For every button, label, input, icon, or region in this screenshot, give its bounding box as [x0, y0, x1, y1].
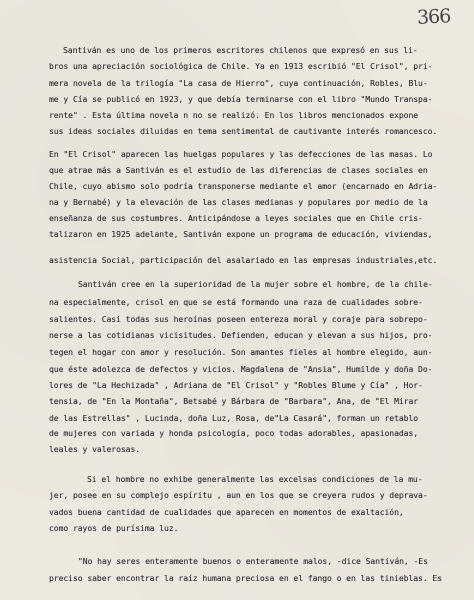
text-line: enseñanza de sus costumbres. Anticipándose a leyes sociales que en Chile cris- [49, 213, 423, 223]
text-line: jer, posee en su complejo espíritu , aun en los que se creyera rudos y deprava- [49, 490, 428, 500]
text-line: talizaron en 1925 adelante, Santiván expone un programa de educación, viviendas, [49, 229, 433, 239]
text-line: lores de "La Hechizada" , Adriana de "El Crisol" y "Robles Blume y Cía" , Hor- [49, 380, 423, 390]
text-line: na especialmente, crisol en que se está formando una raza de cualidades sobre- [49, 297, 423, 307]
text-line: leales y valerosas. [49, 444, 141, 454]
text-line: salientes. Casi todas sus heroínas poseen entereza moral y coraje para sobrepo- [49, 314, 428, 324]
text-line: "No hay seres enteramente buenos o enteramente malos, -dice Santiván, -Es [78, 556, 428, 566]
text-line: que atrae más a Santiván es el estudio de las diferencias de clases sociales en [49, 165, 428, 175]
text-line: Chile, cuyo abismo solo podría transponerse mediante el amor (encarnado en Adria- [49, 181, 438, 191]
text-line: como rayos de purísima luz. [49, 523, 179, 533]
text-line: que éste adolezca de defectos y vicios. Magdalena de "Ansia", Humilde y doña Do- [49, 364, 433, 374]
text-line: vados buena cantidad de cualidades que aparecen en momentos de exaltación, [49, 507, 404, 517]
page-number: 366 [416, 5, 451, 29]
text-line: sus ideas sociales diluidas en tema sentimental de cautivante interés romancesco. [49, 126, 438, 136]
text-line: na y Bernabé) y la elevación de las clases medianas y populares por medio de la [49, 197, 428, 207]
text-line: Santiván es uno de los primeros escritores chilenos que expresó en sus li- [63, 45, 418, 55]
text-line: de mujeres con variada y honda psicología, poco todas adorables, apasionadas, [49, 428, 419, 438]
text-line: tensia, de "En la Montaña", Betsabé y Bárbara de "Barbara", Ana, de "El Mirar [49, 396, 419, 406]
text-line: bros una apreciación sociológica de Chile. Ya en 1913 escribió "El Crisol", pri- [49, 61, 433, 71]
text-line: nerse a las cotidianas vicisitudes. Defienden, educan y elevan a sus hijos, pro- [49, 330, 433, 340]
text-line: mera novela de la trilogía "La casa de Hierro", cuya continuación, Robles, Blu- [49, 78, 428, 88]
text-line: de las Estrellas" , Lucinda, doña Luz, Rosa, de"La Casará", forman un retablo [49, 413, 419, 423]
text-line: asistencia Social, participación del asalariado en las empresas industriales,etc. [49, 255, 438, 265]
text-line: preciso saber encontrar la raíz humana preciosa en el fango o en las tinieblas. Es [49, 573, 443, 583]
text-line: tegen el hogar con amor y resolución. Son amantes fieles al hombre elegido, aun- [49, 347, 433, 357]
text-line: me y Cía se publicó en 1923, y que debía terminarse con el libro "Mundo Transpa- [49, 94, 433, 104]
text-line: rente" . Esta última novela n no se realizó. En los libros mencionados expone [49, 110, 419, 120]
text-line: Santiván cree en la superioridad de la mujer sobre el hombre, de la chile- [78, 279, 433, 289]
text-line: En "El Crisol" aparecen las huelgas populares y las defecciones de las masas. Lo [49, 149, 433, 159]
text-line: Si el hombre no exhibe generalmente las excelsas condiciones de la mu- [87, 474, 423, 484]
